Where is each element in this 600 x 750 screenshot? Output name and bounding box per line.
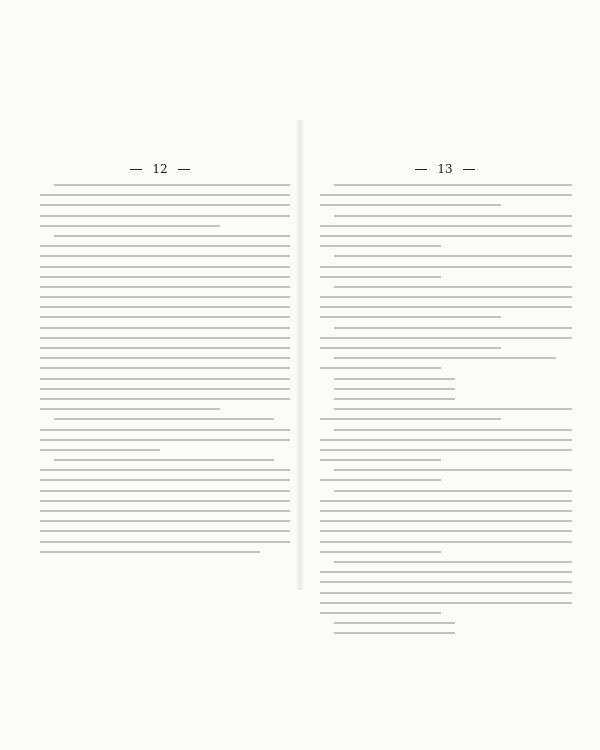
text-line <box>40 276 290 278</box>
text-line <box>40 510 290 512</box>
text-line <box>320 316 501 318</box>
right-paragraph <box>320 378 572 400</box>
text-line <box>334 429 572 431</box>
right-page-body <box>320 184 572 642</box>
text-line <box>40 225 220 227</box>
text-line <box>40 194 290 196</box>
text-line <box>334 632 455 634</box>
right-paragraph <box>320 255 572 277</box>
text-line <box>320 296 572 298</box>
text-line <box>334 408 572 410</box>
left-paragraph <box>40 184 290 227</box>
text-line <box>320 306 572 308</box>
text-line <box>320 520 572 522</box>
text-line <box>40 449 160 451</box>
text-line <box>54 418 274 420</box>
text-line <box>40 327 290 329</box>
text-line <box>54 235 290 237</box>
left-header-dash-before <box>130 169 142 170</box>
text-line <box>320 571 572 573</box>
right-paragraph <box>320 408 572 420</box>
right-paragraph <box>320 215 572 248</box>
text-line <box>334 469 572 471</box>
right-paragraph <box>320 429 572 462</box>
text-line <box>334 215 572 217</box>
text-line <box>320 204 501 206</box>
text-line <box>320 266 572 268</box>
text-line <box>320 612 441 614</box>
right-paragraph <box>320 327 572 349</box>
left-page-header <box>30 160 290 178</box>
text-line <box>320 194 572 196</box>
left-paragraph <box>40 418 290 451</box>
text-line <box>320 337 572 339</box>
text-line <box>40 215 290 217</box>
text-line <box>40 255 290 257</box>
text-line <box>40 388 290 390</box>
right-page-header <box>310 160 580 178</box>
text-line <box>40 266 290 268</box>
text-line <box>320 479 441 481</box>
text-line <box>40 204 290 206</box>
text-line <box>40 367 290 369</box>
text-line <box>320 500 572 502</box>
text-line <box>334 184 572 186</box>
text-line <box>40 408 220 410</box>
text-line <box>320 245 441 247</box>
text-line <box>40 337 290 339</box>
text-line <box>40 429 290 431</box>
left-paragraph <box>40 235 290 410</box>
text-line <box>334 255 572 257</box>
text-line <box>334 398 455 400</box>
text-line <box>334 357 556 359</box>
left-paragraph <box>40 459 290 553</box>
text-line <box>40 520 290 522</box>
text-line <box>40 530 290 532</box>
right-paragraph <box>320 561 572 614</box>
text-line <box>334 327 572 329</box>
text-line <box>334 388 455 390</box>
text-line <box>320 459 441 461</box>
text-line <box>40 245 290 247</box>
right-paragraph <box>320 622 572 634</box>
left-header-dash-after <box>178 169 190 170</box>
text-line <box>334 622 455 624</box>
text-line <box>320 235 572 237</box>
text-line <box>320 418 501 420</box>
text-line <box>54 184 290 186</box>
text-line <box>54 459 274 461</box>
text-line <box>40 469 290 471</box>
text-line <box>320 276 441 278</box>
left-page-body <box>40 184 290 561</box>
text-line <box>40 551 260 553</box>
right-paragraph <box>320 184 572 206</box>
right-page-number: 13 <box>437 162 453 176</box>
text-line <box>320 449 572 451</box>
right-paragraph <box>320 286 572 319</box>
text-line <box>40 490 290 492</box>
text-line <box>334 378 455 380</box>
right-header-dash-after <box>463 169 475 170</box>
text-line <box>40 398 290 400</box>
text-line <box>40 479 290 481</box>
text-line <box>320 510 572 512</box>
text-line <box>40 316 290 318</box>
text-line <box>320 541 572 543</box>
text-line <box>40 500 290 502</box>
text-line <box>320 530 572 532</box>
text-line <box>320 602 572 604</box>
text-line <box>334 490 572 492</box>
text-line <box>40 378 290 380</box>
text-line <box>334 561 572 563</box>
left-page-number: 12 <box>152 162 168 176</box>
text-line <box>320 225 572 227</box>
right-paragraph <box>320 490 572 553</box>
text-line <box>40 357 290 359</box>
text-line <box>320 551 441 553</box>
text-line <box>320 439 572 441</box>
text-line <box>40 306 290 308</box>
text-line <box>40 347 290 349</box>
right-paragraph <box>320 357 572 369</box>
text-line <box>320 367 441 369</box>
text-line <box>320 581 572 583</box>
text-line <box>40 296 290 298</box>
text-line <box>40 286 290 288</box>
right-header-dash-before <box>415 169 427 170</box>
right-page <box>300 0 600 750</box>
text-line <box>320 347 501 349</box>
right-paragraph <box>320 469 572 481</box>
text-line <box>40 439 290 441</box>
text-line <box>334 286 572 288</box>
text-line <box>40 541 290 543</box>
text-line <box>320 592 572 594</box>
